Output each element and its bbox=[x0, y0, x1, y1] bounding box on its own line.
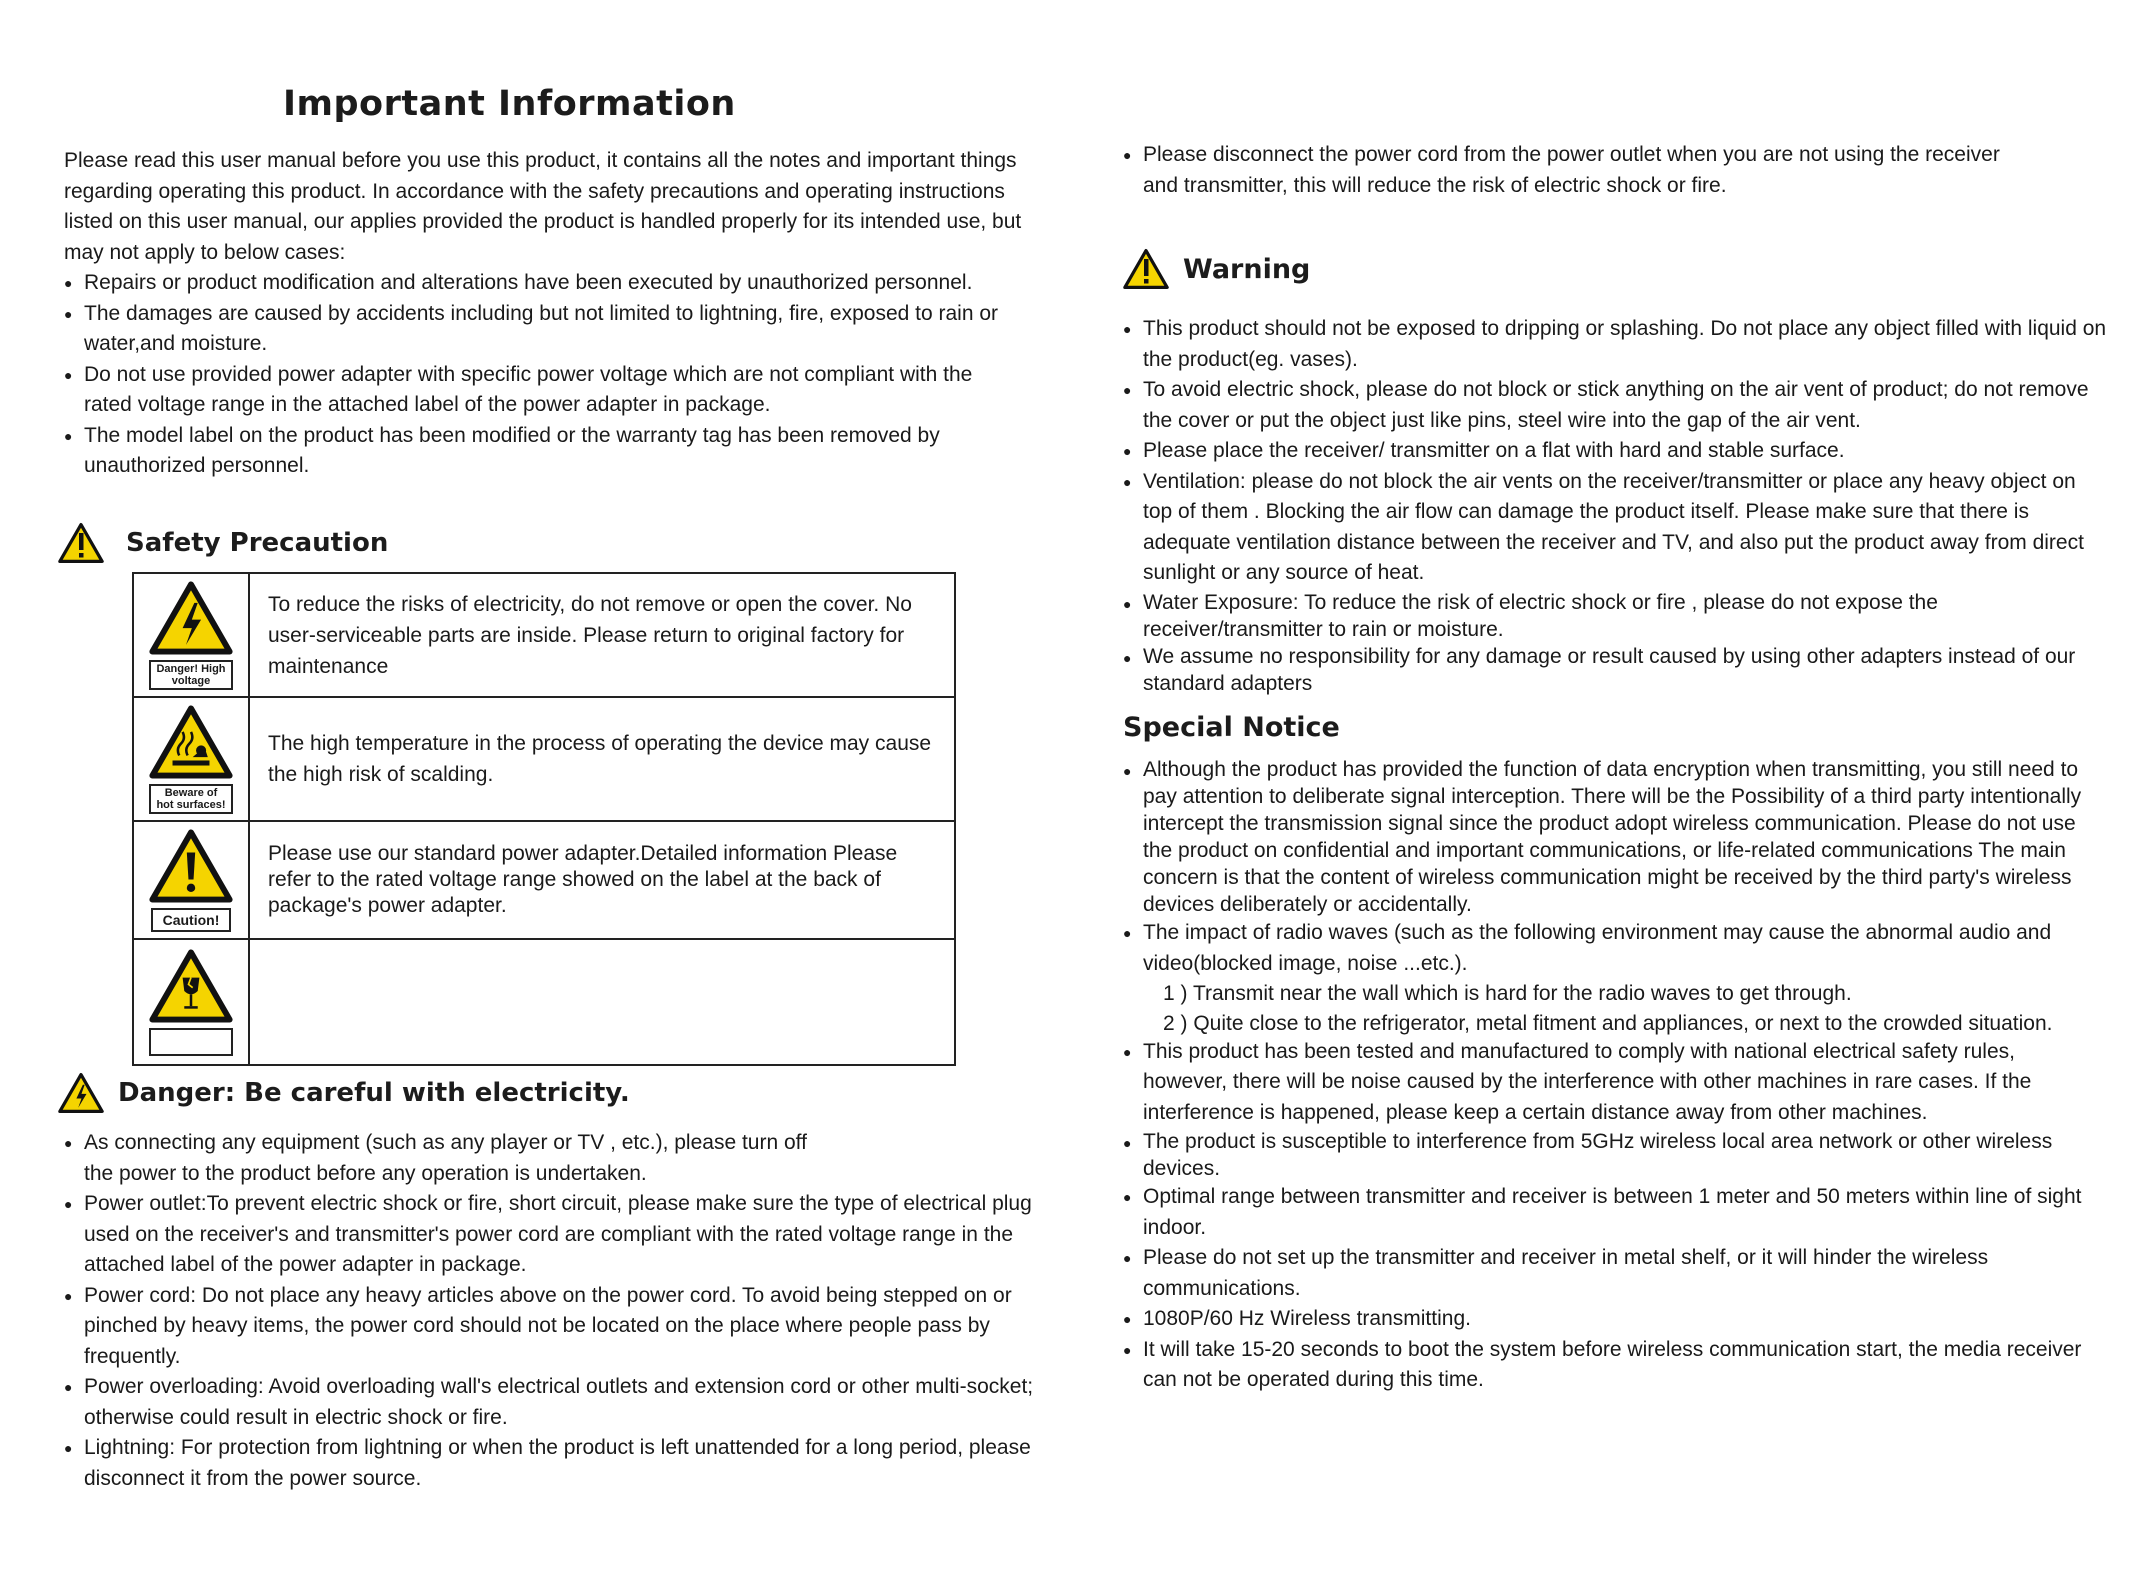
safety-row-text bbox=[249, 939, 955, 1065]
list-item: ● Ventilation: please do not block the air vents on the receiver/transmitter or place any heavy object on top of them . Blocking the air flow can damage the product itself. Please make sure that there is adequate ventilation distance between the receiver and TV, and also put the product away from direct sunlight or any source of heat. bbox=[1123, 467, 2108, 589]
safety-row-text: Please use our standard power adapter.Detailed information Please refer to the rated voltage range showed on the label at the back of package's power adapter. bbox=[249, 821, 955, 939]
list-item: ● The damages are caused by accidents including but not limited to lightning, fire, exposed to rain or water,and moisture. bbox=[64, 299, 1024, 360]
table-row bbox=[133, 697, 955, 821]
list-item: ● 1080P/60 Hz Wireless transmitting. bbox=[1123, 1304, 2083, 1335]
list-item: ● Please disconnect the power cord from the power outlet when you are not using the receiver and transmitter, this will reduce the risk of electric shock or fire. bbox=[1123, 140, 2023, 201]
list-item: ● The model label on the product has been modified or the warranty tag has been removed by unauthorized personnel. bbox=[64, 421, 1024, 482]
caution-tag: Caution! bbox=[151, 908, 231, 932]
safety-row-text: The high temperature in the process of operating the device may cause the high risk of scalding. bbox=[249, 697, 955, 821]
table-row bbox=[133, 939, 955, 1065]
exclamation-icon bbox=[149, 828, 233, 904]
sub-list bbox=[1143, 979, 2083, 1037]
intro-bullet-list bbox=[64, 268, 1024, 482]
sub-list-item: 2 ) Quite close to the refrigerator, metal fitment and appliances, or next to the crowded situation. bbox=[1163, 1011, 2053, 1035]
special-notice-heading: Special Notice bbox=[1123, 712, 1340, 743]
list-item: ● Power cord: Do not place any heavy articles above on the power cord. To avoid being stepped on or pinched by heavy items, the power cord should not be located on the place where people pass by frequently. bbox=[64, 1281, 1049, 1373]
list-item: ● We assume no responsibility for any damage or result caused by using other adapters instead of our standard adapters bbox=[1123, 643, 2108, 697]
fragile-glass-icon bbox=[149, 948, 233, 1024]
list-item: ● Do not use provided power adapter with specific power voltage which are not compliant with the rated voltage range in the attached label of the power adapter in package. bbox=[64, 360, 1024, 421]
list-item: ● Please place the receiver/ transmitter on a flat with hard and stable surface. bbox=[1123, 436, 2108, 467]
hot-surfaces-tag: Beware of hot surfaces! bbox=[149, 784, 233, 814]
list-item: ● Optimal range between transmitter and receiver is between 1 meter and 50 meters within line of sight indoor. bbox=[1123, 1182, 2083, 1243]
blank-tag bbox=[149, 1028, 233, 1056]
list-item-text: The impact of radio waves (such as the following environment may cause the abnormal audio and video(blocked image, noise ...etc.). bbox=[1143, 921, 2052, 975]
list-item: ● Although the product has provided the function of data encryption when transmitting, you still need to pay attention to deliberate signal interception. There will be the Possibility of a third party intentionally intercept the transmission signal since the product adopt wireless communication. Please do not use the product on confidential and important communications, or life-related communications The main concern is that the content of wireless communication might be received by the third party's wireless devices deliberately or accidentally. bbox=[1123, 756, 2083, 918]
list-item: ● Power outlet:To prevent electric shock or fire, short circuit, please make sure the type of electrical plug used on the receiver's and transmitter's power cord are compliant with the rated voltage range in the attached label of the power adapter in package. bbox=[64, 1189, 1049, 1281]
hot-surface-icon bbox=[149, 704, 233, 780]
danger-heading bbox=[58, 1072, 630, 1114]
list-item bbox=[1123, 918, 2083, 1037]
warning-heading-text: Warning bbox=[1183, 253, 1311, 285]
exclamation-warning-icon bbox=[1123, 248, 1169, 290]
danger-bullet-list bbox=[64, 1128, 1049, 1494]
list-item: ● As connecting any equipment (such as any player or TV , etc.), please turn off the power to the product before any operation is undertaken. bbox=[64, 1128, 1049, 1189]
high-voltage-icon bbox=[58, 1072, 104, 1114]
warning-bullet-list bbox=[1123, 314, 2108, 697]
safety-heading-text: Safety Precaution bbox=[126, 528, 389, 558]
list-item: ● Repairs or product modification and alterations have been executed by unauthorized personnel. bbox=[64, 268, 1024, 299]
warning-heading bbox=[1123, 248, 1310, 290]
power-cord-bullet bbox=[1123, 140, 2023, 201]
high-voltage-icon bbox=[149, 580, 233, 656]
safety-precaution-heading bbox=[58, 522, 388, 564]
list-item: ● This product should not be exposed to dripping or splashing. Do not place any object filled with liquid on the product(eg. vases). bbox=[1123, 314, 2108, 375]
list-item: ● Please do not set up the transmitter and receiver in metal shelf, or it will hinder the wireless communications. bbox=[1123, 1243, 2083, 1304]
sub-list-item: 1 ) Transmit near the wall which is hard for the radio waves to get through. bbox=[1163, 982, 1852, 1005]
danger-heading-text: Danger: Be careful with electricity. bbox=[118, 1078, 630, 1108]
list-item: ● It will take 15-20 seconds to boot the system before wireless communication start, the media receiver can not be operated during this time. bbox=[1123, 1335, 2083, 1396]
list-item: ● Lightning: For protection from lightning or when the product is left unattended for a long period, please disconnect it from the power source. bbox=[64, 1433, 1049, 1494]
safety-row-text: To reduce the risks of electricity, do not remove or open the cover. No user-serviceable parts are inside. Please return to original factory for maintenance bbox=[249, 573, 955, 697]
page-title: Important Information bbox=[283, 84, 736, 124]
list-item: ● Water Exposure: To reduce the risk of electric shock or fire , please do not expose the receiver/transmitter to rain or moisture. bbox=[1123, 589, 2108, 643]
list-item: ● This product has been tested and manufactured to comply with national electrical safety rules, however, there will be noise caused by the interference with other machines in rare cases. If the interference is happened, please keep a certain distance away from other machines. bbox=[1123, 1037, 2083, 1129]
list-item: ● The product is susceptible to interference from 5GHz wireless local area network or other wireless devices. bbox=[1123, 1128, 2083, 1182]
exclamation-warning-icon bbox=[58, 522, 104, 564]
safety-precaution-table bbox=[132, 572, 956, 1066]
intro-paragraph: Please read this user manual before you use this product, it contains all the notes and important things regarding operating this product. In accordance with the safety precautions and operating instructions listed on this user manual, our applies provided the product is handled properly for its intended use, but may not apply to below cases: bbox=[64, 149, 1022, 264]
special-notice-list bbox=[1123, 756, 2083, 1396]
table-row bbox=[133, 821, 955, 939]
table-row bbox=[133, 573, 955, 697]
list-item: ● Power overloading: Avoid overloading wall's electrical outlets and extension cord or other multi-socket; otherwise could result in electric shock or fire. bbox=[64, 1372, 1049, 1433]
danger-high-voltage-tag: Danger! High voltage bbox=[149, 660, 233, 690]
list-item: ● To avoid electric shock, please do not block or stick anything on the air vent of product; do not remove the cover or put the object just like pins, steel wire into the gap of the air vent. bbox=[1123, 375, 2108, 436]
